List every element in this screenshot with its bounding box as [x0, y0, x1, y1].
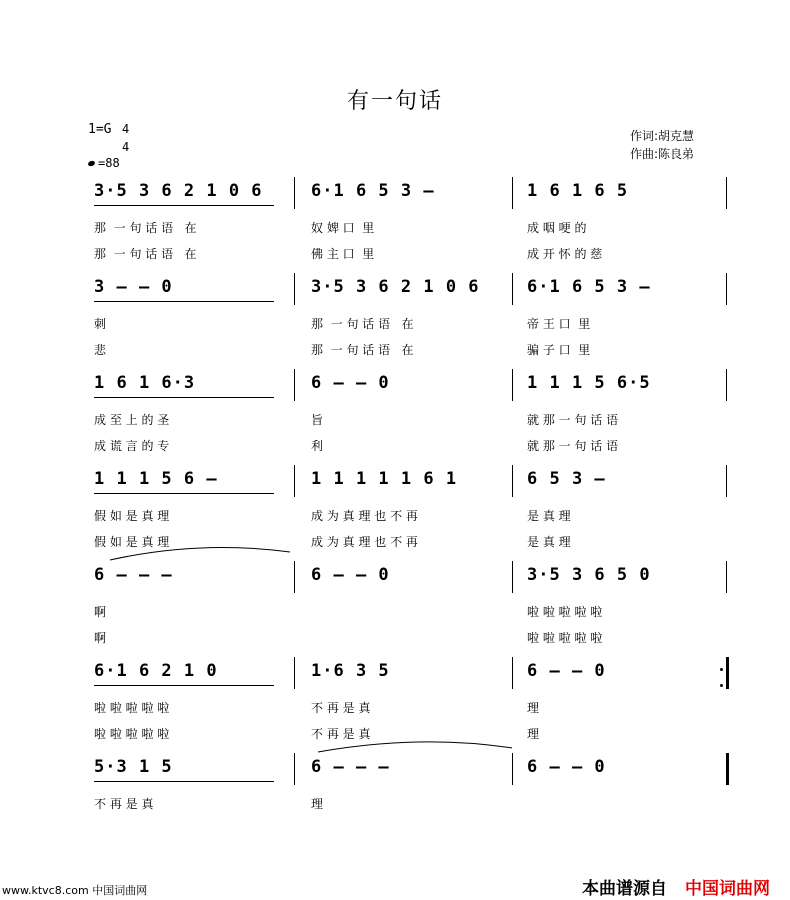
lyrics2-row1-measure2: 佛 主 口 里 [311, 247, 375, 261]
lyrics2-row4-measure2: 成 为 真 理 也 不 再 [311, 535, 418, 549]
notes-row4-measure3: 6 5 3 – [527, 469, 606, 489]
notes-row3-measure3: 1 1 1 5 6·5 [527, 373, 651, 393]
lyrics2-row1-measure1: 那 一 句 话 语 在 [94, 247, 197, 261]
footer-brand[interactable]: 中国词曲网 [685, 879, 770, 899]
notes-row5-measure1: 6 – – – [94, 565, 173, 585]
notes-row2-measure2: 3·5 3 6 2 1 0 6 [311, 277, 480, 297]
notes-row6-measure2: 1·6 3 5 [311, 661, 390, 681]
lyrics1-row5-measure3: 啦 啦 啦 啦 啦 [527, 605, 603, 619]
lyrics2-row5-measure3: 啦 啦 啦 啦 啦 [527, 631, 603, 645]
notes-row2-measure1: 3 – – 0 [94, 277, 173, 297]
notes-row1-measure1: 3·5 3 6 2 1 0 6 [94, 181, 263, 201]
lyrics1-row1-measure2: 奴 婢 口 里 [311, 221, 375, 235]
lyrics1-row7-measure1: 不 再 是 真 [94, 797, 154, 811]
song-title: 有一句话 [346, 89, 443, 114]
lyrics2-row2-measure1: 悲 [94, 343, 107, 357]
composer: 作曲:陈良弟 [630, 147, 695, 161]
lyrics1-row3-measure3: 就 那 一 句 话 语 [527, 413, 619, 427]
lyrics1-row3-measure1: 成 至 上 的 圣 [94, 413, 170, 427]
lyrics2-row6-measure2: 不 再 是 真 [311, 727, 371, 741]
slur-row7 [318, 742, 512, 752]
lyrics1-row2-measure2: 那 一 句 话 语 在 [311, 317, 414, 331]
slur-row5 [110, 548, 290, 561]
notes-row1-measure2: 6·1 6 5 3 – [311, 181, 435, 201]
lyrics2-row3-measure3: 就 那 一 句 话 语 [527, 439, 619, 453]
lyrics1-row2-measure3: 帝 王 口 里 [527, 317, 591, 331]
lyrics1-row1-measure3: 成 咽 哽 的 [527, 221, 587, 235]
lyrics2-row6-measure3: 理 [527, 727, 540, 741]
notes-row3-measure1: 1 6 1 6·3 [94, 373, 196, 393]
notes-row4-measure2: 1 1 1 1 1 6 1 [311, 469, 458, 489]
lyrics2-row3-measure2: 利 [311, 439, 324, 453]
tempo-value: =88 [98, 156, 120, 170]
notes-row7-measure2: 6 – – – [311, 757, 390, 777]
lyricist: 作词:胡克慧 [630, 129, 695, 143]
lyrics1-row4-measure2: 成 为 真 理 也 不 再 [311, 509, 418, 523]
footer-source [582, 874, 770, 899]
lyrics2-row5-measure1: 啊 [94, 631, 107, 645]
notes-row1-measure3: 1 6 1 6 5 [527, 181, 629, 201]
lyrics1-row2-measure1: 刺 [94, 317, 107, 331]
notes-row3-measure2: 6 – – 0 [311, 373, 390, 393]
lyrics1-row5-measure1: 啊 [94, 605, 107, 619]
notes-row5-measure2: 6 – – 0 [311, 565, 390, 585]
lyrics1-row6-measure1: 啦 啦 啦 啦 啦 [94, 701, 170, 715]
lyrics1-row6-measure2: 不 再 是 真 [311, 701, 371, 715]
notes-row7-measure3: 6 – – 0 [527, 757, 606, 777]
lyrics2-row2-measure3: 骗 子 口 里 [527, 343, 591, 357]
lyrics1-row1-measure1: 那 一 句 话 语 在 [94, 221, 197, 235]
lyrics2-row6-measure1: 啦 啦 啦 啦 啦 [94, 727, 170, 741]
lyrics1-row4-measure1: 假 如 是 真 理 [94, 509, 170, 523]
footer-source-label: 本曲谱源自 [582, 879, 667, 899]
lyrics1-row3-measure2: 旨 [311, 413, 324, 427]
notes-row7-measure1: 5·3 1 5 [94, 757, 173, 777]
lyrics1-row4-measure3: 是 真 理 [527, 509, 571, 523]
notes-row6-measure1: 6·1 6 2 1 0 [94, 661, 218, 681]
notes-row5-measure3: 3·5 3 6 5 0 [527, 565, 651, 585]
lyrics2-row1-measure3: 成 开 怀 的 慈 [527, 247, 603, 261]
notes-row2-measure3: 6·1 6 5 3 – [527, 277, 651, 297]
notes-row4-measure1: 1 1 1 5 6 – [94, 469, 218, 489]
lyrics2-row4-measure3: 是 真 理 [527, 535, 571, 549]
notes-row6-measure3: 6 – – 0 [527, 661, 606, 681]
time-signature-bottom: 4 [122, 140, 130, 154]
key-signature: 1=G [88, 122, 112, 137]
lyrics1-row7-measure2: 理 [311, 797, 324, 811]
time-signature-top: 4 [122, 122, 130, 136]
lyrics2-row4-measure1: 假 如 是 真 理 [94, 535, 170, 549]
footer-site[interactable]: www.ktvc8.com 中国词曲网 [2, 884, 148, 897]
lyrics2-row3-measure1: 成 谎 言 的 专 [94, 439, 170, 453]
lyrics2-row2-measure2: 那 一 句 话 语 在 [311, 343, 414, 357]
lyrics1-row6-measure3: 理 [527, 701, 540, 715]
